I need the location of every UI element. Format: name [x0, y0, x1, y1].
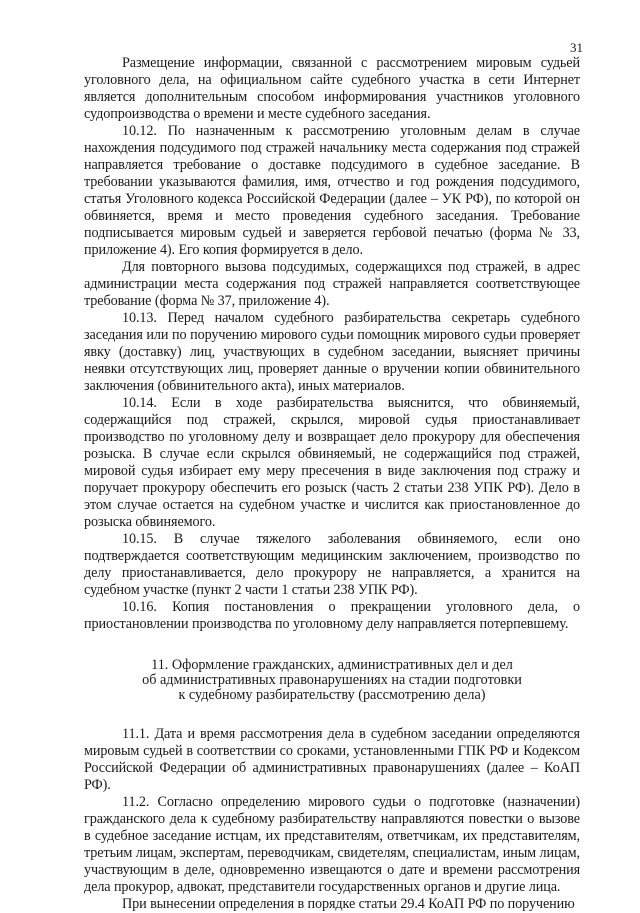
- page-number: 31: [570, 40, 583, 55]
- paragraph-repeat-summons: Для повторного вызова подсудимых, содержащихся под стражей, в адрес администрации места содержания под стражей направляется соответствующее требование (форма № 37, приложение 4).: [84, 259, 580, 309]
- paragraph-publication-info: Размещение информации, связанной с рассмотрением мировым судьей уголовного дела, на официальном сайте судебного участка в сети Интернет является дополнительным способом информирования участников уголовного судопроизводства о времени и месте судебного заседания.: [84, 55, 580, 122]
- section-11-heading-line: об административных правонарушениях на стадии подготовки: [142, 672, 522, 688]
- paragraph-10-15: 10.15. В случае тяжелого заболевания обвиняемого, если оно подтверждается соответствующим медицинским заключением, производство по делу приостанавливается, дело прокурору не направляется, а хранится на судебном участке (пункт 2 части 1 статьи 238 УПК РФ).: [84, 531, 580, 598]
- paragraph-11-1: 11.1. Дата и время рассмотрения дела в судебном заседании определяются мировым судьей в соответствии со сроками, установленными ГПК РФ и Кодексом Российской Федерации об административных правонарушениях (далее – КоАП РФ).: [84, 726, 580, 793]
- section-11-heading: [84, 658, 580, 703]
- paragraph-10-16: 10.16. Копия постановления о прекращении уголовного дела, о приостановлении производства по уголовному делу направляется потерпевшему.: [84, 599, 580, 632]
- section-11-heading-line: к судебному разбирательству (рассмотрению дела): [178, 687, 486, 703]
- paragraph-11-2: 11.2. Согласно определению мирового судьи о подготовке (назначении) гражданского дела к судебному разбирательству направляются повестки о вызове в судебное заседание истцам, их представителям, ответчикам, их представителям, третьим лицам, экспертам, переводчикам, свидетелям, специалистам, иным лицам, участвующим в деле, одновременно извещаются о дате и времени рассмотрения дела прокурор, адвокат, представители государственных органов и другие лица.: [84, 794, 580, 895]
- section-11-heading-line: 11. Оформление гражданских, административных дел и дел: [151, 657, 513, 673]
- paragraph-koap-order: При вынесении определения в порядке статьи 29.4 КоАП РФ по поручению: [122, 896, 575, 912]
- paragraph-10-12: 10.12. По назначенным к рассмотрению уголовным делам в случае нахождения подсудимого под стражей начальнику места содержания под стражей направляется требование о доставке подсудимого в судебное заседание. В требовании указываются фамилия, имя, отчество и год рождения подсудимого, статья Уголовного кодекса Российской Федерации (далее – УК РФ), по которой он обвиняется, время и место проведения судебного заседания. Требование подписывается мировым судьей и заверяется гербовой печатью (форма № 33, приложение 4). Его копия формируется в дело.: [84, 123, 580, 258]
- paragraph-10-14: 10.14. Если в ходе разбирательства выяснится, что обвиняемый, содержащийся под стражей, скрылся, мировой судья приостанавливает производство по уголовному делу и возвращает дело прокурору для обеспечения розыска. В случае если скрылся обвиняемый, не содержащийся под стражей, мировой судья избирает ему меру пресечения в виде заключения под стражу и поручает прокурору обеспечить его розыск (часть 2 статьи 238 УПК РФ). Дело в этом случае остается на судебном участке и числится как приостановленное до розыска обвиняемого.: [84, 395, 580, 530]
- document-body: [84, 55, 580, 913]
- paragraph-10-13: 10.13. Перед началом судебного разбирательства секретарь судебного заседания или по поручению мирового судьи помощник мирового судьи проверяет явку (доставку) лиц, участвующих в судебном заседании, выясняет причины неявки отсутствующих лиц, проверяет данные о вручении копии обвинительного заключения (обвинительного акта), иных материалов.: [84, 310, 580, 394]
